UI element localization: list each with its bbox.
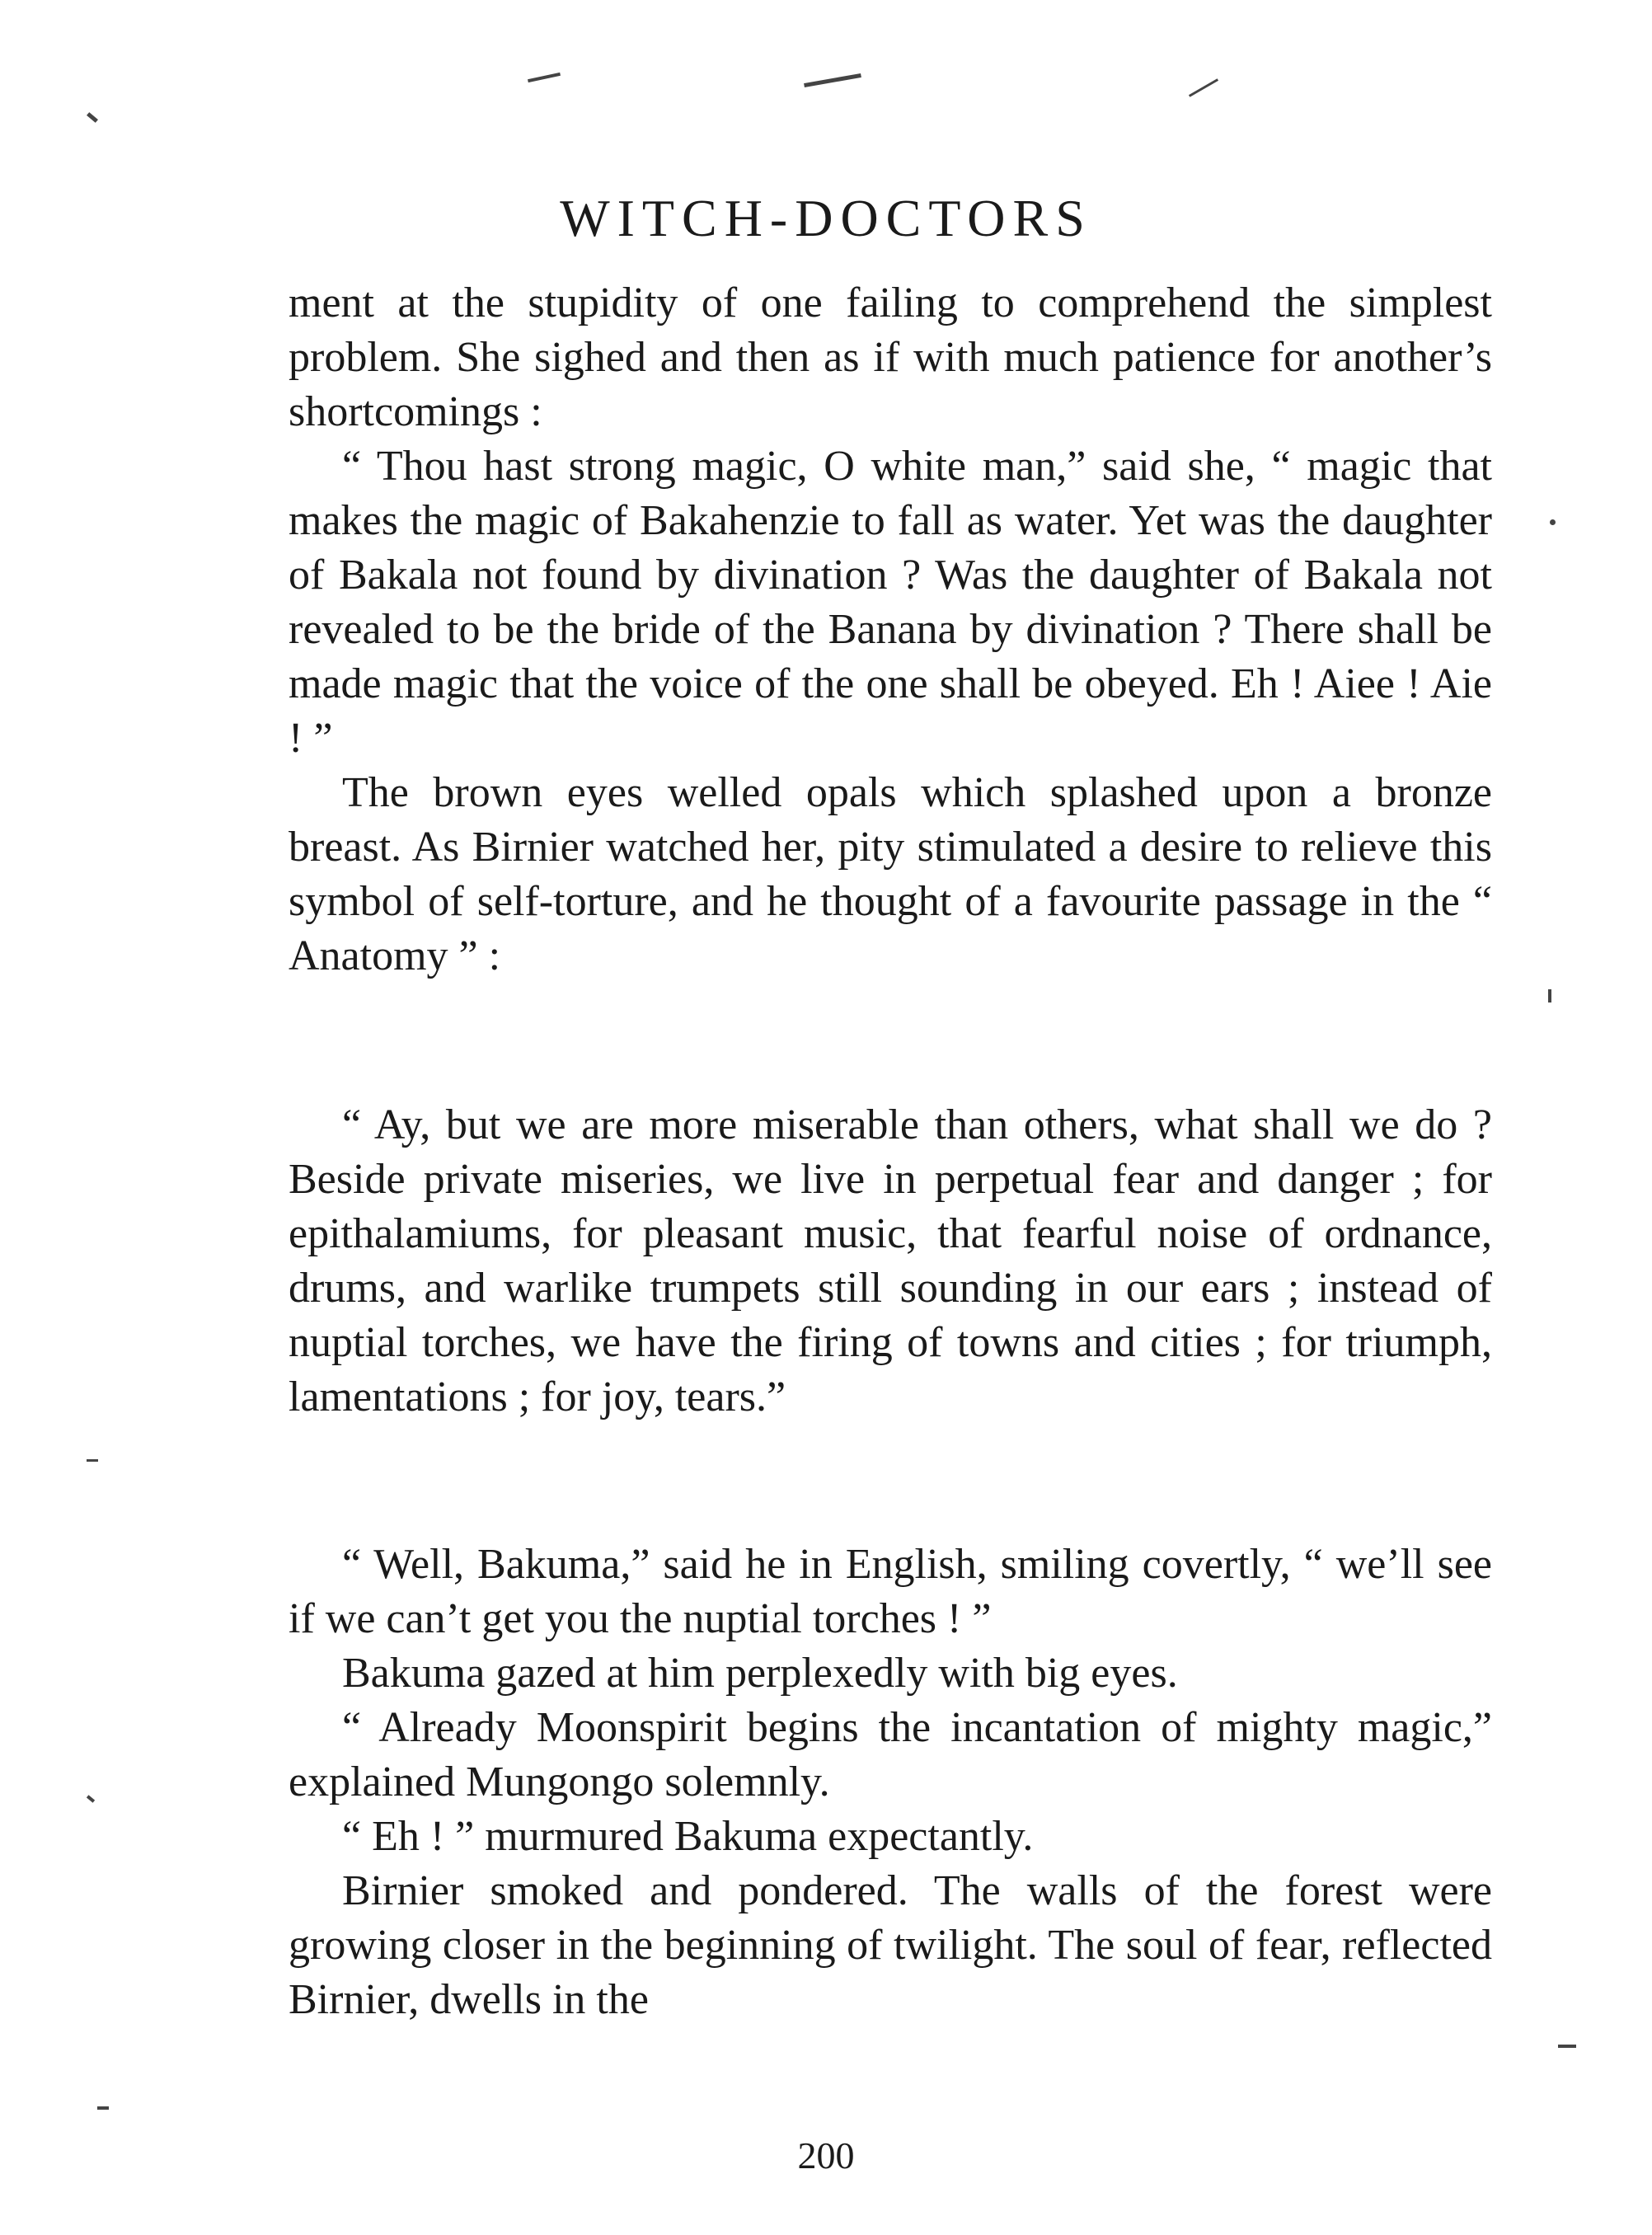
scan-mark	[97, 2106, 109, 2110]
scan-mark	[87, 112, 98, 123]
paragraph: “ Well, Bakuma,” said he in English, smiling covertly, “ we’ll see if we can’t get you the nuptial torches ! ”	[289, 1541, 1492, 1642]
scan-mark	[87, 1795, 95, 1802]
text-block-bottom	[289, 1538, 1492, 2027]
scan-mark	[1548, 989, 1551, 1002]
paragraph: Bakuma gazed at him perplexedly with big eyes.	[342, 1650, 1178, 1697]
scan-mark	[87, 1459, 98, 1462]
scan-mark	[804, 73, 861, 87]
page-number: 200	[797, 2134, 855, 2176]
block-quote	[289, 1098, 1492, 1425]
paragraph: ment at the stupidity of one failing to comprehend the simplest problem. She sighed and then as if with much patience for another’s shortcomings :	[289, 279, 1492, 435]
paragraph: Birnier smoked and pondered. The walls of the forest were growing closer in the beginning of twilight. The soul of fear, reflected Birnier, dwells in the	[289, 1867, 1492, 2023]
scan-mark	[1550, 519, 1556, 525]
paragraph: “ Eh ! ” murmured Bakuma expectantly.	[342, 1813, 1034, 1860]
paragraph: “ Thou hast strong magic, O white man,” said she, “ magic that makes the magic of Bakahenzie to fall as water. Yet was the daughter of Bakala not found by divination ? Was the daughter of Bakala not revealed to be the bride of the Banana by divination ? There shall be made magic that the voice of the one shall be obeyed. Eh ! Aiee ! Aie ! ”	[289, 443, 1492, 762]
scan-mark	[528, 73, 561, 82]
paragraph: The brown eyes welled opals which splashed upon a bronze breast. As Birnier watched her, pity stimulated a desire to relieve this symbol of self-torture, and he thought of a favourite passage in the “ Anatomy ” :	[289, 769, 1492, 979]
quoted-passage: “ Ay, but we are more miserable than others, what shall we do ? Beside private miseries, we live in perpetual fear and danger ; for epithalamiums, for pleasant music, that fearful noise of ordnance, drums, and warlike trumpets still sounding in our ears ; instead of nuptial torches, we have the firing of towns and cities ; for triumph, lamentations ; for joy, tears.”	[289, 1101, 1492, 1420]
running-head: WITCH-DOCTORS	[560, 189, 1092, 247]
text-block-top	[289, 276, 1492, 984]
scan-mark	[1189, 78, 1218, 97]
scan-mark	[1558, 2045, 1576, 2048]
paragraph: “ Already Moonspirit begins the incantation of mighty magic,” explained Mungongo solemnly.	[289, 1704, 1492, 1805]
